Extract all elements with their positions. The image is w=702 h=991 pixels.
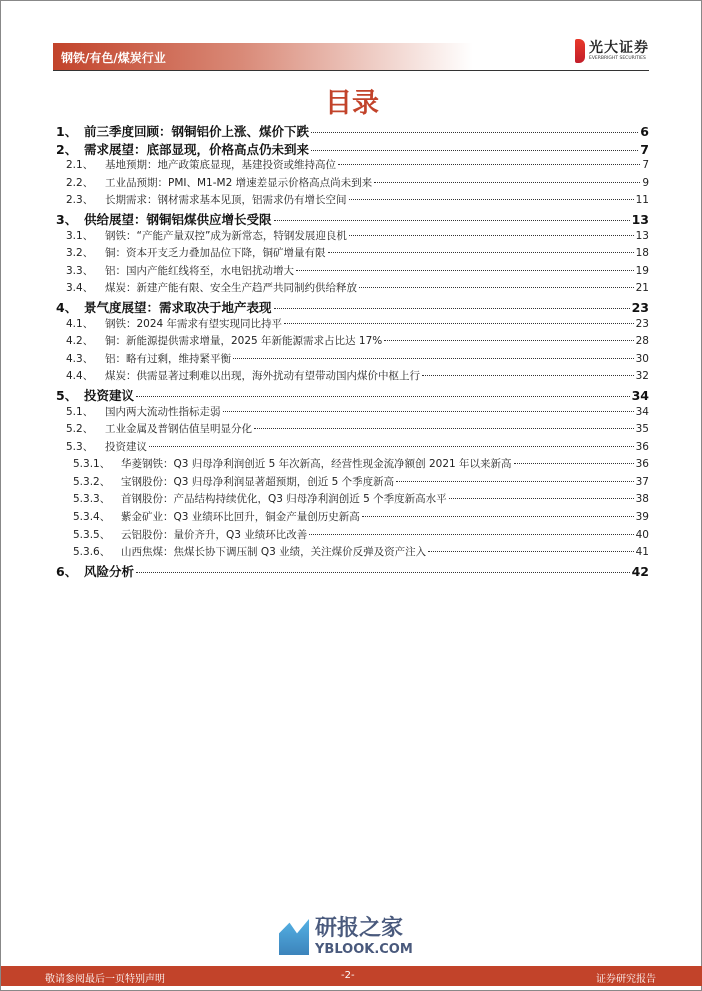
toc-entry[interactable] — [56, 351, 649, 369]
industry-label: 钢铁/有色/煤炭行业 — [61, 51, 166, 65]
toc-title: 煤炭：供需显著过剩难以出现，海外扰动有望带动国内煤价中枢上行 — [105, 370, 420, 383]
toc-number: 4.3、 — [66, 352, 94, 365]
toc-page: 32 — [635, 370, 649, 383]
company-logo — [575, 39, 649, 63]
toc-page: 42 — [631, 563, 649, 579]
toc-page: 34 — [635, 405, 649, 418]
toc-entry[interactable] — [56, 122, 649, 140]
toc-number: 3、 — [56, 211, 78, 227]
toc-page: 41 — [635, 546, 649, 559]
toc-page: 40 — [635, 528, 649, 541]
watermark-chart-icon — [279, 919, 309, 955]
toc-entry[interactable] — [56, 368, 649, 386]
toc-leader — [311, 132, 638, 133]
toc-leader — [349, 199, 634, 200]
toc-entry[interactable] — [56, 228, 649, 246]
toc-title: 华菱钢铁：Q3 归母净利润创近 5 年次新高，经营性现金流净额创 2021 年以来新高 — [121, 458, 512, 471]
toc-number: 3.1、 — [66, 229, 94, 242]
toc-entry[interactable] — [56, 316, 649, 334]
toc-page: 13 — [635, 229, 649, 242]
toc-number: 5.3.5、 — [73, 528, 111, 541]
toc-number: 5.3.6、 — [73, 546, 111, 559]
toc-entry[interactable] — [56, 140, 649, 158]
toc-number: 4.4、 — [66, 370, 94, 383]
toc-page: 30 — [635, 352, 649, 365]
toc-page: 35 — [635, 423, 649, 436]
toc-entry[interactable] — [56, 527, 649, 545]
toc-page: 36 — [635, 440, 649, 453]
toc-leader — [349, 235, 634, 236]
toc-number: 5.3.3、 — [73, 493, 111, 506]
toc-leader — [514, 463, 634, 464]
toc-page: 37 — [635, 475, 649, 488]
toc-title: 山西焦煤：焦煤长协下调压制 Q3 业绩，关注煤价反弹及资产注入 — [121, 546, 427, 559]
toc-leader — [136, 572, 630, 573]
toc-leader — [136, 396, 630, 397]
toc-page: 9 — [642, 176, 649, 189]
toc-page: 18 — [635, 247, 649, 260]
toc-title: 铝：国内产能红线将至，水电铝扰动增大 — [105, 264, 294, 277]
toc-entry[interactable] — [56, 562, 649, 580]
toc-title: 钢铁：“产能产量双控”成为新常态，特钢发展迎良机 — [105, 229, 347, 242]
toc-number: 5.3、 — [66, 440, 94, 453]
toc-entry[interactable] — [56, 333, 649, 351]
toc-entry[interactable] — [56, 192, 649, 210]
toc-page: 7 — [640, 141, 649, 157]
toc-page: 11 — [635, 194, 649, 207]
toc-entry[interactable] — [56, 298, 649, 316]
toc-leader — [223, 411, 634, 412]
toc-title: 铜：资本开支乏力叠加品位下降，铜矿增量有限 — [105, 247, 326, 260]
toc-entry[interactable] — [56, 439, 649, 457]
toc-entry[interactable] — [56, 175, 649, 193]
toc-title: 投资建议 — [105, 440, 147, 453]
toc-title: 国内两大流动性指标走弱 — [105, 405, 221, 418]
toc-leader — [396, 481, 633, 482]
toc-leader — [274, 220, 630, 221]
toc-page: 36 — [635, 458, 649, 471]
toc-number: 6、 — [56, 563, 78, 579]
toc-page: 34 — [631, 387, 649, 403]
toc-number: 4.2、 — [66, 335, 94, 348]
toc-title: 煤炭：新建产能有限、安全生产趋严共同制约供给释放 — [105, 282, 357, 295]
toc-entry[interactable] — [56, 280, 649, 298]
toc-leader — [296, 270, 634, 271]
toc-number: 2.3、 — [66, 194, 94, 207]
toc-title: 投资建议 — [84, 387, 135, 403]
toc-title: 风险分析 — [84, 563, 135, 579]
toc-leader — [384, 340, 633, 341]
toc-page: 21 — [635, 282, 649, 295]
toc-title: 长期需求：钢材需求基本见顶，铝需求仍有增长空间 — [105, 194, 347, 207]
toc-entry[interactable] — [56, 544, 649, 562]
watermark-cn: 研报之家 — [315, 916, 404, 941]
toc-entry[interactable] — [56, 245, 649, 263]
page-number: -2- — [341, 970, 355, 981]
toc-number: 4.1、 — [66, 317, 94, 330]
toc-leader — [149, 446, 634, 447]
toc-page: 23 — [631, 299, 649, 315]
page-header — [53, 40, 649, 71]
logo-mark-icon — [575, 39, 585, 63]
toc-leader — [284, 323, 634, 324]
toc-leader — [233, 358, 634, 359]
toc-leader — [374, 182, 640, 183]
toc-leader — [254, 428, 634, 429]
toc-entry[interactable] — [56, 456, 649, 474]
footer-disclaimer: 敬请参阅最后一页特别声明 — [45, 974, 165, 985]
toc-page: 23 — [635, 317, 649, 330]
page-footer — [1, 966, 702, 986]
toc-number: 5、 — [56, 387, 78, 403]
watermark-en: YBLOOK.COM — [315, 942, 413, 957]
toc-leader — [311, 150, 638, 151]
toc-entry[interactable] — [56, 474, 649, 492]
toc-title: 前三季度回顾：钢铜铝价上涨、煤价下跌 — [84, 124, 310, 139]
toc-page: 28 — [635, 335, 649, 348]
toc-number: 3.2、 — [66, 247, 94, 260]
toc-leader — [274, 308, 630, 309]
toc-page: 7 — [642, 159, 649, 172]
toc-page: 19 — [635, 264, 649, 277]
toc-title: 铜：新能源提供需求增量，2025 年新能源需求占比达 17% — [105, 335, 383, 348]
toc-number: 5.3.2、 — [73, 475, 111, 488]
toc-number: 5.3.1、 — [73, 458, 111, 471]
toc-number: 2.2、 — [66, 176, 94, 189]
toc-entry[interactable] — [56, 386, 649, 404]
toc-page: 39 — [635, 511, 649, 524]
toc-title: 工业金属及普钢估值呈明显分化 — [105, 423, 252, 436]
header-band — [53, 43, 473, 70]
toc-title: 基地预期：地产政策底显现，基建投资或维持高位 — [105, 159, 336, 172]
page-title: 目录 — [325, 88, 379, 119]
toc-leader — [309, 534, 633, 535]
toc-entry[interactable] — [56, 157, 649, 175]
footer-report-type: 证券研究报告 — [596, 974, 656, 985]
logo-en: EVERBRIGHT SECURITIES — [589, 56, 646, 61]
toc-entry[interactable] — [56, 263, 649, 281]
toc-number: 5.2、 — [66, 423, 94, 436]
toc-entry[interactable] — [56, 509, 649, 527]
toc-leader — [338, 164, 640, 165]
toc-title: 铝：略有过剩，维持紧平衡 — [105, 352, 231, 365]
toc-leader — [449, 498, 634, 499]
toc-title: 供给展望：钢铜铝煤供应增长受限 — [84, 211, 272, 227]
toc-title: 紫金矿业：Q3 业绩环比回升，铜金产量创历史新高 — [121, 511, 360, 524]
toc-page: 13 — [631, 211, 649, 227]
toc-entry[interactable] — [56, 210, 649, 228]
toc-leader — [422, 375, 634, 376]
toc-number: 3.4、 — [66, 282, 94, 295]
toc-entry[interactable] — [56, 421, 649, 439]
table-of-contents — [56, 122, 649, 579]
toc-number: 5.3.4、 — [73, 511, 111, 524]
toc-title: 云铝股份：量价齐升，Q3 业绩环比改善 — [121, 528, 308, 541]
toc-title: 钢铁：2024 年需求有望实现同比持平 — [105, 317, 283, 330]
toc-title: 首钢股份：产品结构持续优化，Q3 归母净利润创近 5 个季度新高水平 — [121, 493, 447, 506]
toc-title: 宝钢股份：Q3 归母净利润显著超预期，创近 5 个季度新高 — [121, 475, 395, 488]
watermark — [279, 915, 413, 959]
toc-page: 38 — [635, 493, 649, 506]
toc-title: 工业品预期：PMI、M1-M2 增速差显示价格高点尚未到来 — [105, 176, 373, 189]
toc-entry[interactable] — [56, 491, 649, 509]
toc-leader — [359, 287, 634, 288]
toc-title: 景气度展望：需求取决于地产表现 — [84, 299, 272, 315]
toc-number: 3.3、 — [66, 264, 94, 277]
toc-leader — [328, 252, 634, 253]
toc-number: 1、 — [56, 124, 78, 139]
toc-number: 2、 — [56, 141, 78, 157]
logo-cn: 光大证券 — [589, 40, 649, 56]
toc-entry[interactable] — [56, 404, 649, 422]
toc-leader — [362, 516, 634, 517]
toc-number: 5.1、 — [66, 405, 94, 418]
toc-number: 4、 — [56, 299, 78, 315]
toc-leader — [428, 551, 634, 552]
toc-page: 6 — [640, 124, 649, 139]
toc-number: 2.1、 — [66, 159, 94, 172]
toc-title: 需求展望：底部显现，价格高点仍未到来 — [84, 141, 310, 157]
